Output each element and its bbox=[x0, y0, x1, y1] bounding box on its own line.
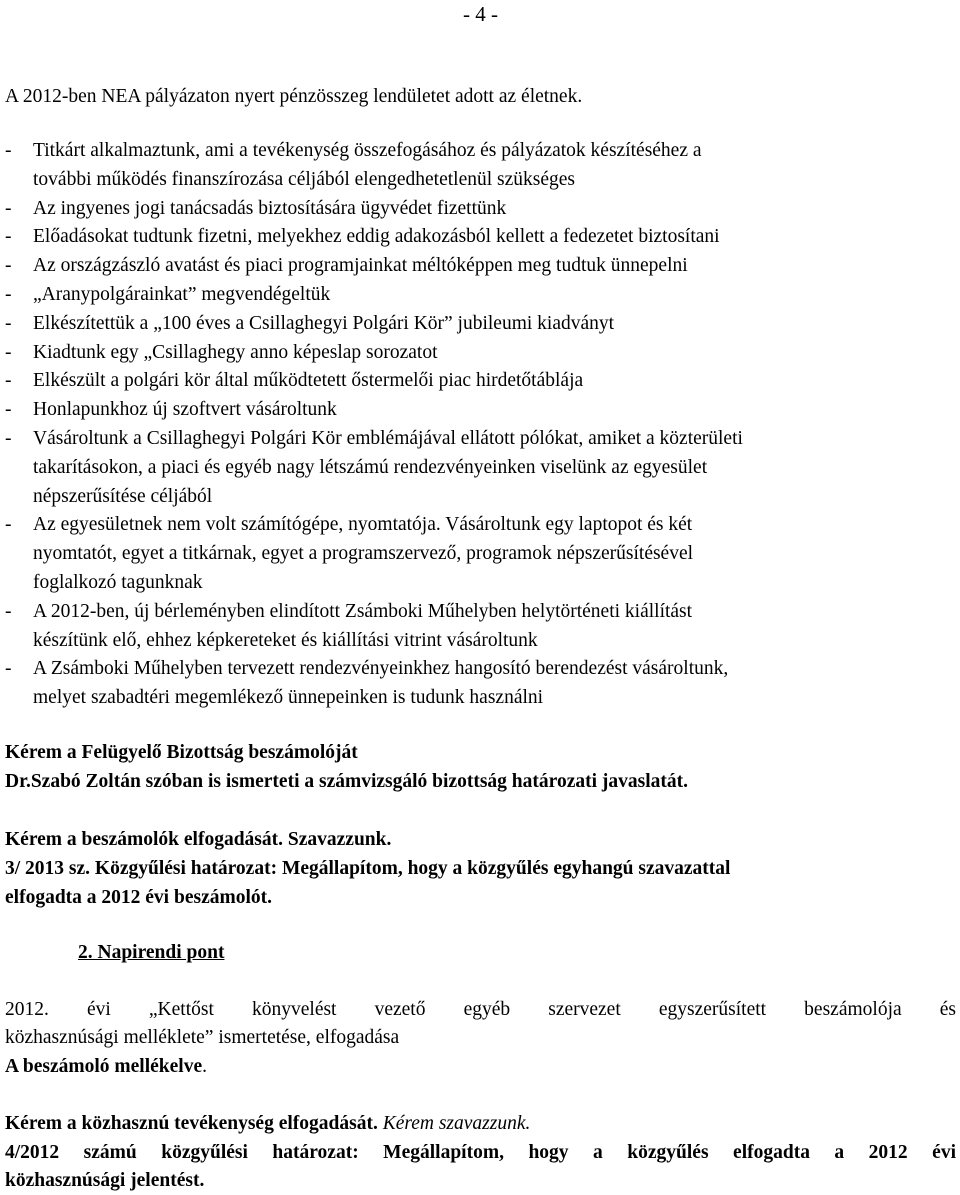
bullet-dash: - bbox=[5, 226, 12, 248]
resolution-2-line-1: 4/2012 számú közgyűlési határozat: Megállapítom, hogy a közgyűlés elfogadta a 2012 évi bbox=[5, 1142, 956, 1163]
bullet-item-line: Az ingyenes jogi tanácsadás biztosítására ügyvédet fizettünk bbox=[33, 197, 507, 219]
bullet-item-line: Vásároltunk a Csillaghegyi Polgári Kör emblémájával ellátott pólókat, amiket a közterületi bbox=[33, 428, 743, 449]
bullet-item-line: foglalkozó tagunknak bbox=[33, 572, 203, 593]
bullet-item-line: nyomtatót, egyet a titkárnak, egyet a programszervező, programok népszerűsítésével bbox=[33, 543, 694, 565]
bullet-item-line: takarításokon, a piaci és egyéb nagy létszámú rendezvényeinken viselünk az egyesület bbox=[33, 456, 708, 478]
public-benefit-request bbox=[5, 1111, 530, 1137]
bullet-item-line: Az országzászló avatást és piaci programjainkat méltóképpen meg tudtuk ünnepelni bbox=[33, 255, 688, 277]
bullet-item-line: Elkészítettük a „100 éves a Csillaghegyi Polgári Kör” jubileumi kiadványt bbox=[33, 312, 615, 334]
agenda-description-line-2: közhasznúsági melléklete” ismertetése, elfogadása bbox=[5, 1027, 400, 1048]
bullet-dash: - bbox=[5, 600, 12, 622]
attachment-note-dot: . bbox=[202, 1056, 207, 1077]
bullet-item-line: Az egyesületnek nem volt számítógépe, nyomtatója. Vásároltunk egy laptopot és két bbox=[33, 514, 693, 536]
vote-request: Kérem a beszámolók elfogadását. Szavazzunk. bbox=[5, 829, 392, 850]
bullet-dash: - bbox=[5, 140, 12, 161]
supervisory-board-request: Kérem a Felügyelő Bizottság beszámolóját bbox=[5, 742, 358, 763]
bullet-dash: - bbox=[5, 341, 12, 363]
bullet-item-line: további működés finanszírozása céljából elengedhetetlenül szükséges bbox=[33, 168, 576, 190]
bullet-dash: - bbox=[5, 658, 12, 680]
resolution-1-line-2: elfogadta a 2012 évi beszámolót. bbox=[5, 887, 273, 908]
bullet-item-line: A Zsámboki Műhelyben tervezett rendezvényeinkhez hangosító berendezést vásároltunk, bbox=[33, 658, 729, 680]
bullet-item-line: Honlapunkhoz új szoftvert vásároltunk bbox=[33, 399, 337, 421]
bullet-dash: - bbox=[5, 197, 12, 219]
bullet-item-line: Kiadtunk egy „Csillaghegy anno képeslap sorozatot bbox=[33, 341, 438, 363]
bullet-dash: - bbox=[5, 370, 12, 392]
bullet-dash: - bbox=[5, 255, 12, 277]
bullet-item-line: Előadásokat tudtunk fizetni, melyekhez eddig adakozásból kellett a fedezetet biztosítani bbox=[33, 226, 720, 248]
bullet-dash: - bbox=[5, 514, 12, 536]
attachment-note-bold: A beszámoló mellékelve bbox=[5, 1056, 203, 1077]
bullet-item-line: Elkészült a polgári kör által működtetett őstermelői piac hirdetőtáblája bbox=[33, 370, 584, 392]
bullet-item-line: népszerűsítése céljából bbox=[33, 485, 213, 507]
agenda-description-line-1: 2012. évi „Kettőst könyvelést vezető egyéb szervezet egyszerűsített beszámolója és bbox=[5, 999, 956, 1020]
public-benefit-request-italic: Kérem szavazzunk. bbox=[382, 1113, 531, 1134]
bullet-dash: - bbox=[5, 284, 12, 305]
bullet-dash: - bbox=[5, 399, 12, 421]
bullet-item-line: melyet szabadtéri megemlékező ünnepeinken is tudunk használni bbox=[33, 687, 544, 709]
bullet-dash: - bbox=[5, 428, 12, 449]
intro-paragraph: A 2012-ben NEA pályázaton nyert pénzösszeg lendületet adott az életnek. bbox=[5, 86, 583, 107]
bullet-dash: - bbox=[5, 312, 12, 334]
attachment-note bbox=[5, 1054, 207, 1080]
resolution-2-line-2: közhasznúsági jelentést. bbox=[5, 1170, 205, 1191]
bullet-item-line: Titkárt alkalmaztunk, ami a tevékenység összefogásához és pályázatok készítéséhez a bbox=[33, 140, 702, 161]
bullet-item-line: készítünk elő, ehhez képkereteket és kiállítási vitrint vásároltunk bbox=[33, 629, 538, 651]
public-benefit-request-bold: Kérem a közhasznú tevékenység elfogadását. bbox=[5, 1113, 378, 1134]
bullet-item-line: „Aranypolgárainkat” megvendégeltük bbox=[33, 284, 331, 305]
resolution-1-line-1: 3/ 2013 sz. Közgyűlési határozat: Megállapítom, hogy a közgyűlés egyhangú szavazattal bbox=[5, 858, 731, 879]
agenda-heading: 2. Napirendi pont bbox=[78, 942, 225, 963]
auditor-report-note: Dr.Szabó Zoltán szóban is ismerteti a számvizsgáló bizottság határozati javaslatát. bbox=[5, 771, 688, 792]
page-number: - 4 - bbox=[463, 2, 498, 26]
bullet-item-line: A 2012-ben, új bérleményben elindított Zsámboki Műhelyben helytörténeti kiállítást bbox=[33, 600, 693, 622]
